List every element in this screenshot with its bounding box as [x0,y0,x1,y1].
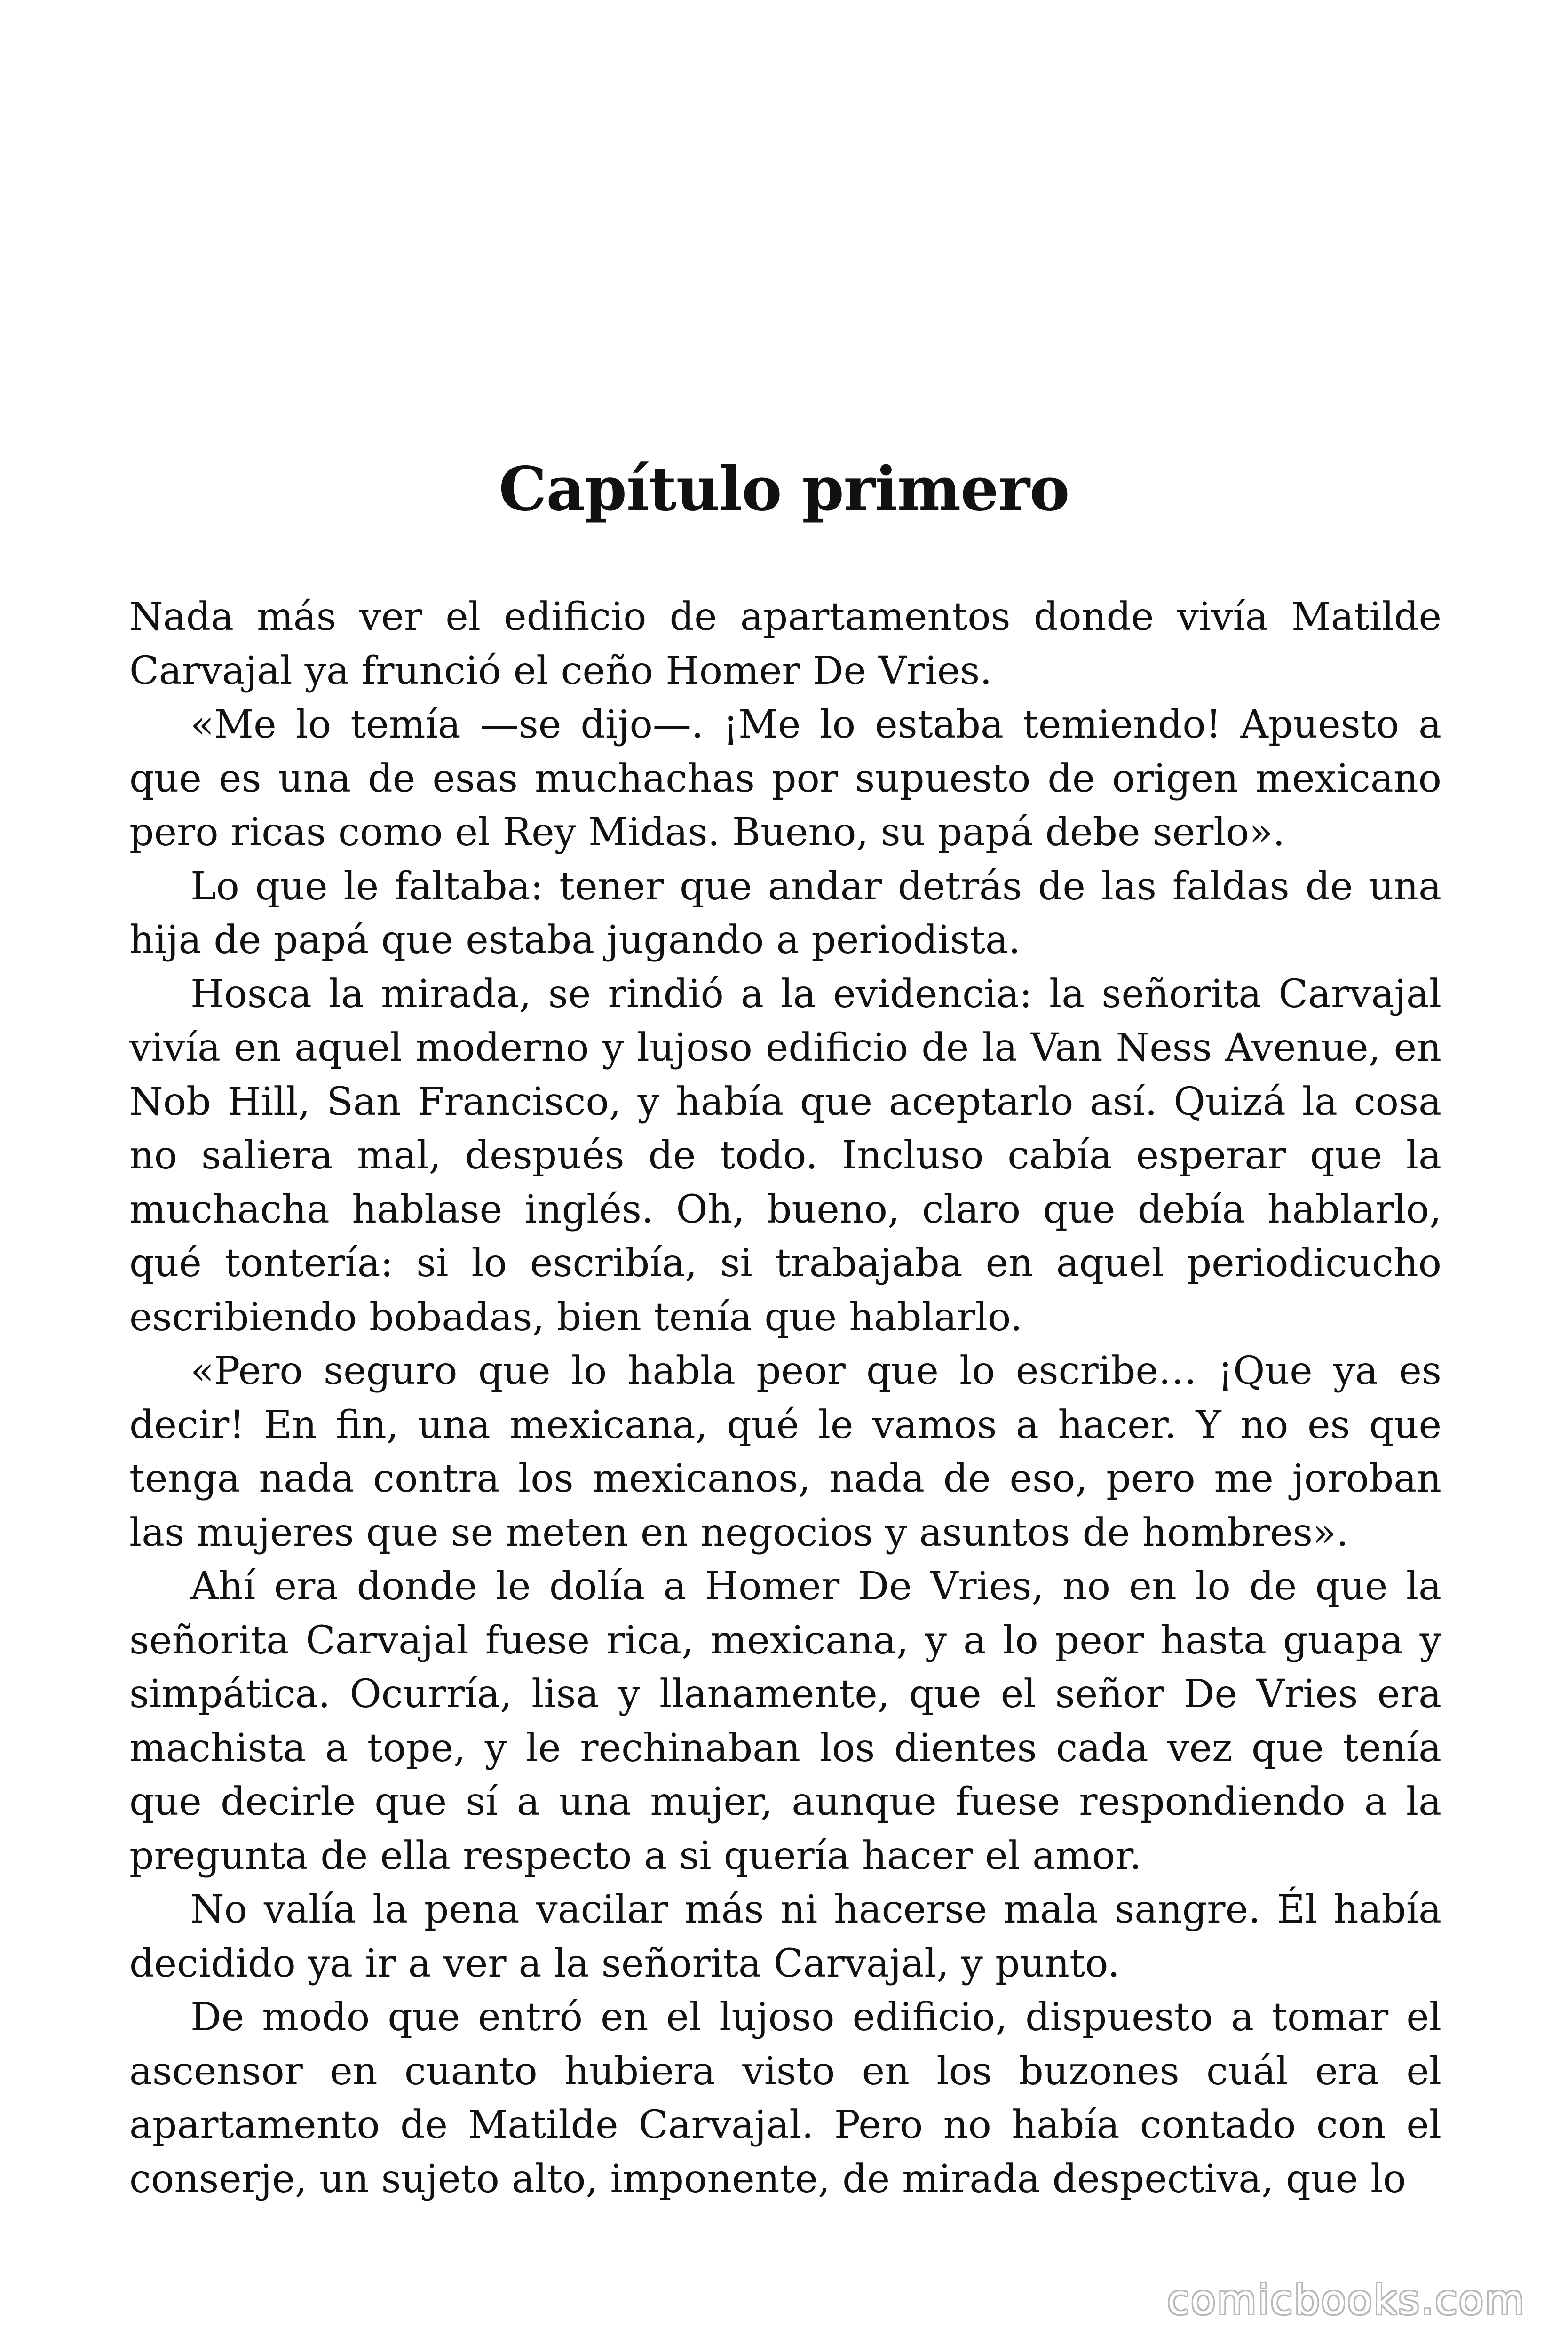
paragraph: Ahí era donde le dolía a Homer De Vries, no en lo de que la señorita Carvajal fuese rica, mexicana, y a lo peor hasta guapa y simpática. Ocurría, lisa y llanamente, que el señor De Vries era machista a tope, y le rechinaban los dientes cada vez que tenía que decirle que sí a una mujer, aunque fuese respondiendo a la pregunta de ella respecto a si quería hacer el amor. [129,1564,1441,1878]
paragraph: «Pero seguro que lo habla peor que lo escribe… ¡Que ya es decir! En fin, una mexicana, qué le vamos a hacer. Y no es que tenga nada contra los mexicanos, nada de eso, pero me joroban las mujeres que se meten en negocios y asuntos de hombres». [129,1349,1441,1555]
paragraph: De modo que entró en el lujoso edificio, dispuesto a tomar el ascensor en cuanto hubiera visto en los buzones cuál era el apartamento de Matilde Carvajal. Pero no había contado con el conserje, un sujeto alto, imponente, de mirada despectiva, que lo [129,1995,1441,2201]
paragraph: «Me lo temía —se dijo—. ¡Me lo estaba temiendo! Apuesto a que es una de esas muchachas por supuesto de origen mexicano pero ricas como el Rey Midas. Bueno, su papá debe serlo». [129,702,1441,855]
watermark: comicbooks.com [1167,2277,1526,2324]
paragraph: Nada más ver el edificio de apartamentos donde vivía Matilde Carvajal ya frunció el ceño Homer De Vries. [129,595,1441,693]
chapter-title: Capítulo primero [499,454,1069,524]
paragraph: Hosca la mirada, se rindió a la evidencia: la señorita Carvajal vivía en aquel moderno y lujoso edificio de la Van Ness Avenue, en Nob Hill, San Francisco, y había que aceptarlo así. Quizá la cosa no saliera mal, después de todo. Incluso cabía esperar que la muchacha hablase inglés. Oh, bueno, claro que debía hablarlo, qué tontería: si lo escribía, si trabajaba en aquel periodicucho escribiendo bobadas, bien tenía que hablarlo. [129,971,1441,1340]
chapter-body [129,590,1441,2206]
paragraph: Lo que le faltaba: tener que andar detrás de las faldas de una hija de papá que estaba jugando a periodista. [129,864,1441,962]
paragraph: No valía la pena vacilar más ni hacerse mala sangre. Él había decidido ya ir a ver a la señorita Carvajal, y punto. [129,1887,1441,1986]
